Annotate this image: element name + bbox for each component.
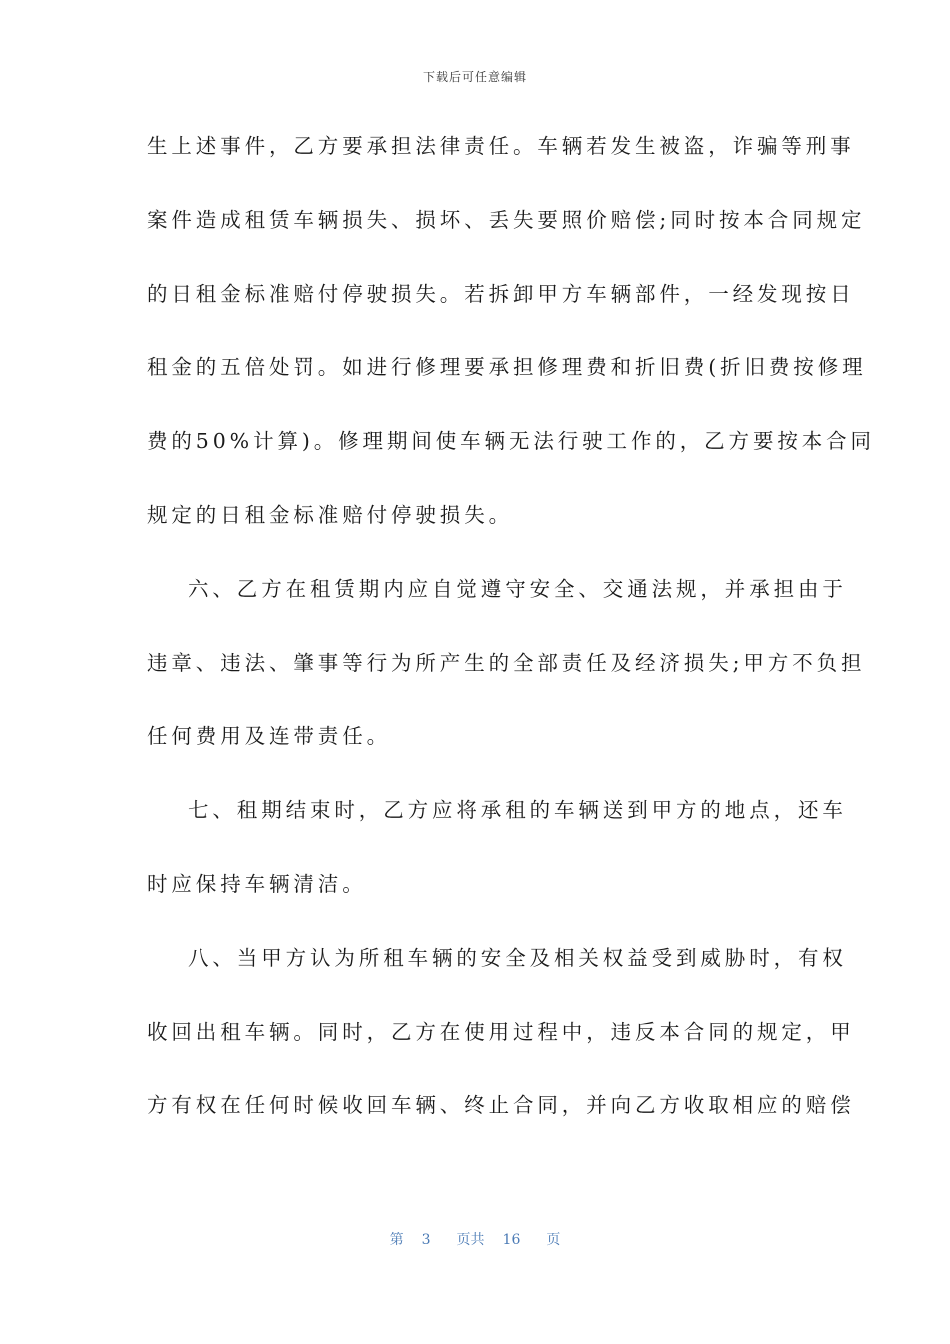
body-line: 时应保持车辆清洁。 <box>147 871 367 896</box>
paragraph-start-line: 六、乙方在租赁期内应自觉遵守安全、交通法规，并承担由于 <box>188 576 847 601</box>
body-line: 方有权在任何时候收回车辆、终止合同，并向乙方收取相应的赔偿 <box>147 1093 855 1118</box>
body-line: 规定的日租金标准赔付停驶损失。 <box>147 502 513 527</box>
page-suffix: 页 <box>546 1232 561 1248</box>
page-footer <box>0 1229 950 1249</box>
body-line: 案件造成租赁车辆损失、损坏、丢失要照价赔偿;同时按本合同规定 <box>147 207 866 232</box>
body-line: 租金的五倍处罚。如进行修理要承担修理费和折旧费(折旧费按修理 <box>147 355 867 380</box>
page-header: 下载后可任意编辑 <box>422 70 527 84</box>
page-prefix: 第 <box>389 1232 404 1248</box>
paragraph-start-line: 七、租期结束时，乙方应将承租的车辆送到甲方的地点，还车 <box>188 798 847 823</box>
body-line: 任何费用及连带责任。 <box>147 724 391 749</box>
body-line: 生上述事件，乙方要承担法律责任。车辆若发生被盗，诈骗等刑事 <box>147 134 855 158</box>
document-body <box>147 126 875 1159</box>
page-total: 16 <box>502 1232 521 1248</box>
body-line: 费的50%计算)。修理期间使车辆无法行驶工作的，乙方要按本合同 <box>147 429 875 454</box>
paragraph-start-line: 八、当甲方认为所租车辆的安全及相关权益受到威胁时，有权 <box>188 945 847 970</box>
body-line: 的日租金标准赔付停驶损失。若拆卸甲方车辆部件，一经发现按日 <box>147 281 855 306</box>
page-mid: 页共 <box>456 1232 485 1248</box>
body-line: 违章、违法、肇事等行为所产生的全部责任及经济损失;甲方不负担 <box>147 650 866 675</box>
body-line: 收回出租车辆。同时，乙方在使用过程中，违反本合同的规定，甲 <box>147 1019 855 1044</box>
page-number: 3 <box>421 1232 431 1248</box>
